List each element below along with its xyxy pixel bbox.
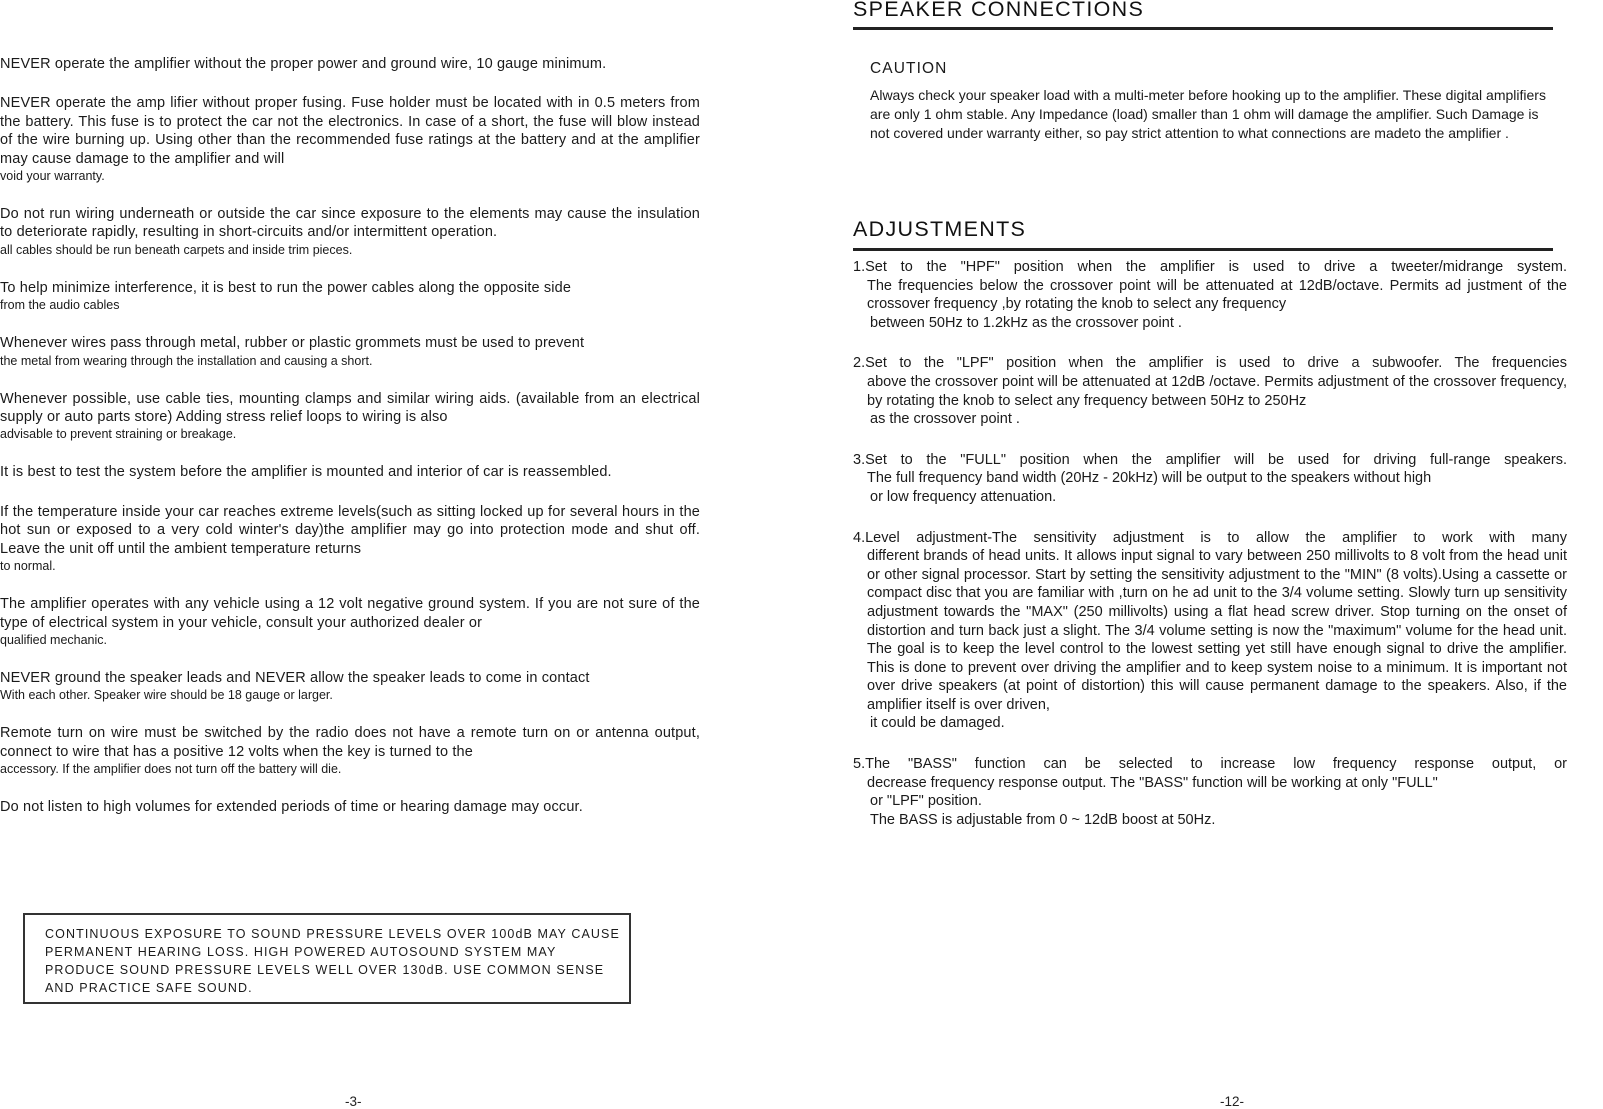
paragraph [0, 595, 700, 648]
adjustment-item-heading: 3.Set to the "FULL" position when the amplifier will be used for driving full-range speakers. [853, 451, 1567, 468]
paragraph-main: If the temperature inside your car reaches extreme levels(such as sitting locked up for several hours in the hot sun or exposed to a very cold winter's day)the amplifier may go into protection mode and shut off. Leave the unit off until the ambient temperature returns [0, 503, 700, 557]
safety-instructions [0, 55, 700, 838]
adjustment-item-heading: 4.Level adjustment-The sensitivity adjustment is to allow the amplifier to work with many [853, 529, 1567, 546]
adjustment-item-end: as the crossover point . [870, 411, 1020, 428]
adjustment-item-end: between 50Hz to 1.2kHz as the crossover point . [870, 314, 1182, 331]
paragraph-main: Do not run wiring underneath or outside the car since exposure to the elements may cause the insulation to deteriorate rapidly, resulting in short-circuits and/or intermittent operation. [0, 206, 700, 241]
adjustment-item [853, 451, 1567, 507]
paragraph-main: NEVER ground the speaker leads and NEVER allow the speaker leads to come in contact [0, 669, 590, 686]
paragraph [0, 390, 700, 443]
adjustment-item-end: it could be damaged. [870, 715, 1005, 732]
paragraph-main: To help minimize interference, it is best to run the power cables along the opposite side [0, 279, 572, 296]
hearing-warning-box: CONTINUOUS EXPOSURE TO SOUND PRESSURE LEVELS OVER 100dB MAY CAUSE PERMANENT HEARING LOSS. HIGH POWERED AUTOSOUND SYSTEM MAY PRODUCE SOUND PRESSURE LEVELS WELL OVER 130dB. USE COMMON SENSE AND PRACTICE SAFE SOUND. [23, 913, 631, 1004]
adjustment-item-end: or "LPF" position. [870, 793, 982, 810]
adjustment-item-body: The frequencies below the crossover point will be attenuated at 12dB/octave. Permits ad justment of the crossover frequency ,by rotating the knob to select any frequency [867, 277, 1567, 313]
paragraph [0, 669, 700, 703]
paragraph-main: The amplifier operates with any vehicle using a 12 volt negative ground system. If you are not sure of the type of electrical system in your vehicle, consult your authorized dealer or [0, 596, 700, 631]
paragraph [0, 503, 700, 574]
adjustment-item-body: decrease frequency response output. The "BASS" function will be working at only "FULL" [867, 774, 1438, 791]
adjustment-item-body: different brands of head units. It allows input signal to vary between 250 millivolts to 8 volt from the head unit or other signal processor. Start by setting the sensitivity adjustment to the "MIN" (8 volts).Using a cassette or compact disc that you are familiar with ,turn on he ad unit to the 3/4 volume setting. Slowly turn up sensitivity adjustment towards the "MAX" (250 millivolts) using a flat head screw driver. Stop turning on the onset of distortion and turn back just a slight. The 3/4 volume setting is now the "maximum" volume for the head unit. The goal is to keep the level control to the lowest setting yet still have enough signal to drive the amplifier. This is done to prevent over driving the amplifier and to keep system noise to a minimum. It is important not over drive speakers (at point of distortion) this will cause permanent damage to the speakers. Also, if the amplifier itself is over driven, [867, 548, 1567, 713]
page-number: -12- [1220, 1094, 1245, 1109]
paragraph [0, 205, 700, 258]
paragraph [0, 798, 700, 816]
paragraph-tail: qualified mechanic. [0, 632, 108, 647]
paragraph [0, 94, 700, 184]
paragraph [0, 334, 700, 368]
adjustment-item-body: above the crossover point will be attenuated at 12dB /octave. Permits adjustment of the crossover frequency, by rotating the knob to select any frequency between 50Hz to 250Hz [867, 373, 1567, 409]
paragraph-tail: all cables should be run beneath carpets and inside trim pieces. [0, 242, 353, 257]
paragraph-tail: With each other. Speaker wire should be 18 gauge or larger. [0, 688, 333, 703]
adjustment-item [853, 258, 1567, 332]
speaker-connections-title: SPEAKER CONNECTIONS [853, 0, 1145, 21]
paragraph-main: NEVER operate the amp lifier without proper fusing. Fuse holder must be located with in 0.5 meters from the battery. This fuse is to protect the car not the electronics. In case of a short, the fuse will blow instead of the wire burning up. Using other than the recommended fuse ratings at the battery and at the amplifier may cause damage to the amplifier and will [0, 95, 700, 167]
paragraph-main: NEVER operate the amplifier without the proper power and ground wire, 10 gauge minimum. [0, 56, 607, 72]
paragraph-tail: accessory. If the amplifier does not turn off the battery will die. [0, 762, 342, 777]
adjustment-item [853, 354, 1567, 428]
adjustments-list [853, 258, 1567, 829]
paragraph-main: Remote turn on wire must be switched by the radio does not have a remote turn on or antenna output, connect to wire that has a positive 12 volts when the key is turned to the [0, 725, 700, 760]
paragraph [0, 463, 700, 481]
paragraph-main: Whenever wires pass through metal, rubber or plastic grommets must be used to prevent [0, 335, 585, 352]
right-page [800, 0, 1603, 1108]
adjustment-item-heading: 1.Set to the "HPF" position when the amplifier is used to drive a tweeter/midrange system. [853, 259, 1567, 275]
paragraph-tail: advisable to prevent straining or breakage. [0, 427, 237, 442]
page-number: -3- [345, 1094, 362, 1109]
left-page [0, 0, 800, 1108]
paragraph-tail: void your warranty. [0, 169, 105, 184]
paragraph-tail: to normal. [0, 559, 56, 574]
adjustments-title: ADJUSTMENTS [853, 217, 1027, 241]
paragraph-main: Whenever possible, use cable ties, mounting clamps and similar wiring aids. (available from an electrical supply or auto parts store) Adding stress relief loops to wiring is also [0, 390, 700, 426]
paragraph [0, 279, 700, 313]
paragraph [0, 55, 700, 73]
adjustment-item [853, 529, 1567, 734]
paragraph-main: Do not listen to high volumes for extended periods of time or hearing damage may occur. [0, 799, 583, 816]
paragraph-tail: from the audio cables [0, 298, 120, 313]
caution-heading: CAUTION [870, 60, 948, 77]
adjustment-item-body: The full frequency band width (20Hz - 20kHz) will be output to the speakers without high [867, 470, 1432, 487]
section-divider [853, 248, 1553, 251]
paragraph-tail: the metal from wearing through the installation and causing a short. [0, 353, 373, 368]
caution-text: Always check your speaker load with a multi-meter before hooking up to the amplifier. These digital amplifiers are only 1 ohm stable. Any Impedance (load) smaller than 1 ohm will damage the amplifier. Such Damage is not covered under warranty either, so pay strict attention to what connections are madeto the amplifier . [870, 87, 1546, 141]
bass-note: The BASS is adjustable from 0 ~ 12dB boost at 50Hz. [870, 811, 1216, 828]
adjustment-item [853, 755, 1567, 811]
section-divider [853, 27, 1553, 30]
adjustment-item-heading: 2.Set to the "LPF" position when the amplifier is used to drive a subwoofer. The frequencies [853, 355, 1567, 372]
adjustment-item-heading: 5.The "BASS" function can be selected to increase low frequency response output, or [853, 756, 1567, 773]
paragraph-main: It is best to test the system before the amplifier is mounted and interior of car is reassembled. [0, 464, 612, 481]
paragraph [0, 724, 700, 777]
adjustment-item-end: or low frequency attenuation. [870, 488, 1057, 505]
